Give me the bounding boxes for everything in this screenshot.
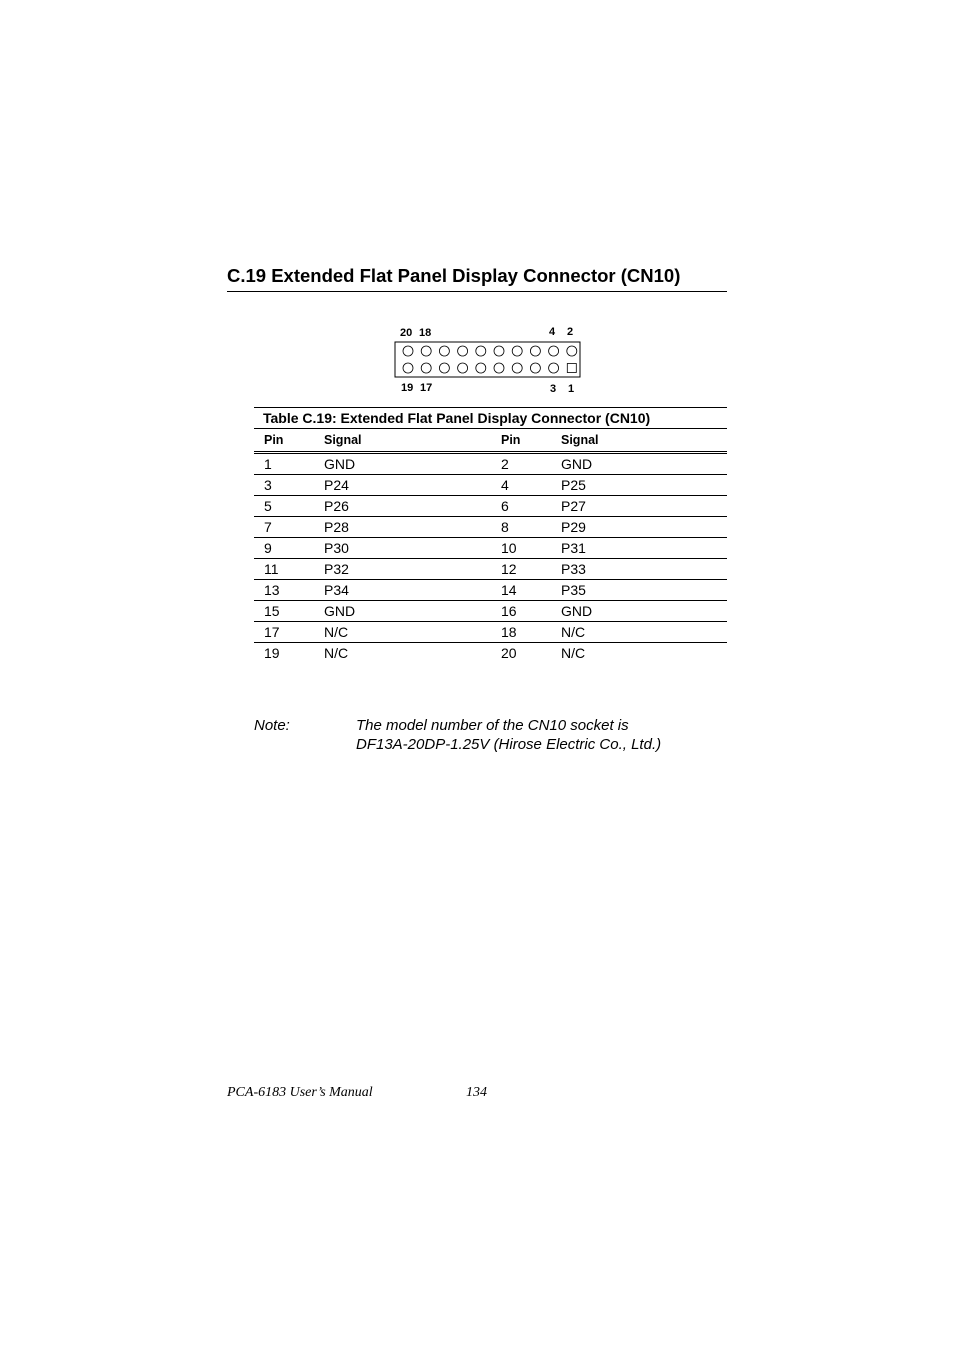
note-line: The model number of the CN10 socket is: [356, 717, 629, 734]
pin-cell: 11: [254, 559, 324, 580]
pin-cell: 15: [254, 601, 324, 622]
pin-1-square: [567, 364, 576, 373]
pin-cell: 13: [254, 580, 324, 601]
signal-cell: P35: [561, 580, 727, 601]
signal-cell: P29: [561, 517, 727, 538]
signal-cell: N/C: [324, 645, 349, 661]
pin-cell: 6: [501, 496, 561, 517]
header-pin: Pin: [501, 429, 561, 453]
signal-cell: N/C: [561, 645, 586, 661]
signal-cell: P28: [324, 517, 501, 538]
table-row: [254, 622, 727, 643]
pin-circle: [494, 363, 504, 373]
pin-circle: [421, 346, 431, 356]
pin-circle: [476, 346, 486, 356]
table-row: [254, 453, 727, 475]
table-row: [254, 496, 727, 517]
signal-cell: P26: [324, 496, 501, 517]
header-signal: Signal: [324, 429, 501, 453]
pin-cell: 12: [501, 559, 561, 580]
signal-cell: P34: [324, 580, 501, 601]
table-row: [254, 517, 727, 538]
pin-table: [254, 429, 727, 663]
pin-label-4: 4: [549, 326, 556, 338]
pin-cell: 7: [254, 517, 324, 538]
signal-cell: P30: [324, 538, 501, 559]
pin-label-3: 3: [550, 383, 557, 394]
table-row: [254, 538, 727, 559]
pin-circle: [512, 363, 522, 373]
pin-cell: 5: [254, 496, 324, 517]
signal-cell: N/C: [561, 622, 727, 643]
pin-circle: [458, 346, 468, 356]
signal-cell: GND: [561, 453, 727, 475]
pin-circle: [549, 346, 559, 356]
pin-circle: [403, 363, 413, 373]
pin-circle: [530, 363, 540, 373]
footer-manual-title: PCA-6183 User’s Manual: [227, 1085, 373, 1100]
pin-circle: [512, 346, 522, 356]
pin-cell: 10: [501, 538, 561, 559]
signal-cell: GND: [324, 601, 501, 622]
pin-label-18: 18: [419, 327, 432, 339]
connector-pin-diagram: [393, 322, 585, 394]
signal-cell: GND: [324, 453, 501, 475]
pin-cell: 18: [501, 622, 561, 643]
header-pin: Pin: [254, 429, 324, 453]
pin-cell: 17: [254, 622, 324, 643]
pin-circle: [403, 346, 413, 356]
pin-cell: 16: [501, 601, 561, 622]
pin-cell: 2: [501, 453, 561, 475]
note-label: Note:: [254, 717, 290, 734]
table-row: [254, 601, 727, 622]
footer-page-number: 134: [466, 1085, 487, 1100]
note-text: [356, 716, 736, 754]
signal-cell: P27: [561, 496, 727, 517]
pin-cell: 20: [501, 645, 517, 661]
table-row: [254, 475, 727, 496]
pin-label-17: 17: [420, 382, 433, 394]
table-row: [254, 559, 727, 580]
pin-cell: 19: [264, 645, 280, 661]
signal-cell: P33: [561, 559, 727, 580]
pin-label-2: 2: [567, 326, 574, 338]
pin-cell: 9: [254, 538, 324, 559]
pin-circle: [549, 363, 559, 373]
signal-cell: P32: [324, 559, 501, 580]
table-row: [254, 580, 727, 601]
pin-cell: 1: [254, 453, 324, 475]
pin-circle: [439, 346, 449, 356]
signal-cell: P31: [561, 538, 727, 559]
pin-label-1: 1: [568, 383, 575, 394]
table-row: [254, 643, 727, 664]
pin-cell: 4: [501, 475, 561, 496]
pin-cell: 3: [254, 475, 324, 496]
note-line: DF13A-20DP-1.25V (Hirose Electric Co., Ltd.): [356, 736, 662, 753]
pin-cell: 8: [501, 517, 561, 538]
table-caption: Table C.19: Extended Flat Panel Display Connector (CN10): [254, 407, 727, 429]
signal-cell: P25: [561, 475, 727, 496]
pin-circle: [476, 363, 486, 373]
signal-cell: N/C: [324, 622, 501, 643]
pin-circle: [567, 346, 577, 356]
signal-cell: P24: [324, 475, 501, 496]
pin-label-20: 20: [400, 327, 413, 339]
table-header-row: [254, 429, 727, 453]
header-signal: Signal: [561, 429, 727, 453]
pin-label-19: 19: [401, 382, 414, 394]
pin-circle: [494, 346, 504, 356]
pin-circle: [421, 363, 431, 373]
pin-circle: [458, 363, 468, 373]
signal-cell: GND: [561, 601, 727, 622]
pin-circle: [439, 363, 449, 373]
section-heading: C.19 Extended Flat Panel Display Connector (CN10): [227, 264, 727, 292]
pin-circle: [530, 346, 540, 356]
pin-cell: 14: [501, 580, 561, 601]
pin-grid: [403, 346, 577, 373]
